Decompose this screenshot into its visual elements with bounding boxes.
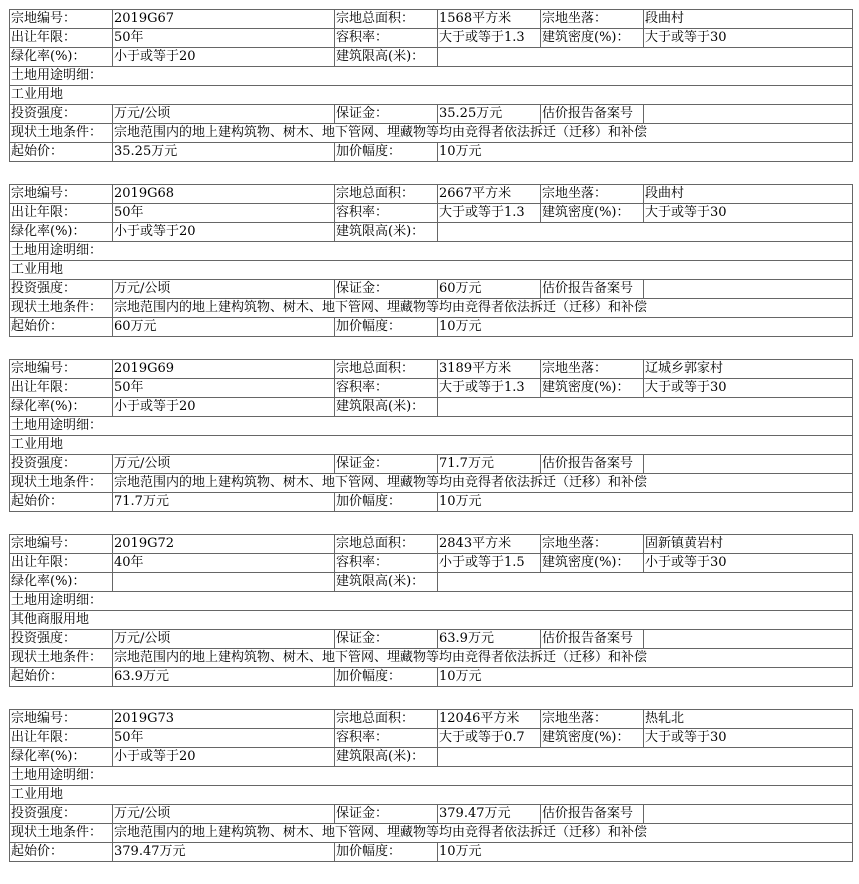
row-status: [10, 649, 853, 668]
parcel-no-value: 2019G68: [113, 185, 335, 204]
term-value: 50年: [113, 29, 335, 48]
land-use-value: 其他商服用地: [10, 611, 853, 630]
starting-price-label: 起始价：: [10, 843, 113, 862]
status-label: 现状土地条件：: [10, 474, 113, 493]
land-use-detail-label: 土地用途明细：: [10, 242, 853, 261]
location-value: 热轧北: [644, 710, 853, 729]
green-ratio-value: [113, 573, 335, 592]
building-density-value: 大于或等于30: [644, 729, 853, 748]
status-label: 现状土地条件：: [10, 124, 113, 143]
parcel-no-value: 2019G72: [113, 535, 335, 554]
height-limit-value: [438, 573, 853, 592]
row-term: [10, 29, 853, 48]
investment-intensity-unit: 万元/公顷: [113, 455, 335, 474]
plot-ratio-label: 容积率：: [335, 204, 438, 223]
land-use-value: 工业用地: [10, 786, 853, 805]
row-basic: [10, 535, 853, 554]
location-value: 固新镇黄岩村: [644, 535, 853, 554]
investment-intensity-label: 投资强度：: [10, 105, 113, 124]
parcel-no-value: 2019G73: [113, 710, 335, 729]
deposit-label: 保证金：: [335, 280, 438, 299]
term-label: 出让年限：: [10, 729, 113, 748]
green-ratio-label: 绿化率(%)：: [10, 223, 113, 242]
parcel-no-label: 宗地编号：: [10, 535, 113, 554]
increment-label: 加价幅度：: [335, 143, 438, 162]
starting-price-label: 起始价：: [10, 318, 113, 337]
row-price: [10, 318, 853, 337]
plot-ratio-value: 大于或等于1.3: [438, 379, 541, 398]
location-label: 宗地坐落：: [541, 360, 644, 379]
row-price: [10, 843, 853, 862]
appraisal-record-value: [644, 105, 853, 124]
investment-intensity-label: 投资强度：: [10, 805, 113, 824]
row-price: [10, 493, 853, 512]
investment-intensity-unit: 万元/公顷: [113, 630, 335, 649]
starting-price-label: 起始价：: [10, 143, 113, 162]
deposit-value: 379.47万元: [438, 805, 541, 824]
row-term: [10, 554, 853, 573]
total-area-value: 12046平方米: [438, 710, 541, 729]
height-limit-value: [438, 48, 853, 67]
parcel-no-label: 宗地编号：: [10, 360, 113, 379]
green-ratio-value: 小于或等于20: [113, 48, 335, 67]
row-basic: [10, 10, 853, 29]
row-land-use-value: [10, 611, 853, 630]
land-use-value: 工业用地: [10, 261, 853, 280]
term-value: 50年: [113, 729, 335, 748]
increment-value: 10万元: [438, 668, 853, 687]
land-use-detail-label: 土地用途明细：: [10, 767, 853, 786]
row-status: [10, 124, 853, 143]
plot-ratio-label: 容积率：: [335, 554, 438, 573]
status-value: 宗地范围内的地上建构筑物、树木、地下管网、埋藏物等均由竞得者依法拆迁（迁移）和补偿: [113, 124, 853, 143]
deposit-label: 保证金：: [335, 105, 438, 124]
term-value: 50年: [113, 379, 335, 398]
increment-label: 加价幅度：: [335, 493, 438, 512]
increment-label: 加价幅度：: [335, 843, 438, 862]
plot-ratio-label: 容积率：: [335, 729, 438, 748]
term-label: 出让年限：: [10, 204, 113, 223]
appraisal-record-label: 估价报告备案号: [541, 105, 644, 124]
deposit-value: 71.7万元: [438, 455, 541, 474]
parcel-no-label: 宗地编号：: [10, 710, 113, 729]
height-limit-label: 建筑限高(米)：: [335, 398, 438, 417]
appraisal-record-label: 估价报告备案号: [541, 630, 644, 649]
building-density-value: 大于或等于30: [644, 29, 853, 48]
investment-intensity-label: 投资强度：: [10, 280, 113, 299]
total-area-value: 2667平方米: [438, 185, 541, 204]
parcel-table: [9, 534, 853, 687]
parcel-no-label: 宗地编号：: [10, 185, 113, 204]
green-ratio-value: 小于或等于20: [113, 223, 335, 242]
building-density-value: 大于或等于30: [644, 379, 853, 398]
row-term: [10, 204, 853, 223]
increment-label: 加价幅度：: [335, 318, 438, 337]
parcel-table: [9, 359, 853, 512]
building-density-label: 建筑密度(%)：: [541, 379, 644, 398]
parcel-table: [9, 709, 853, 862]
starting-price-value: 60万元: [113, 318, 335, 337]
term-label: 出让年限：: [10, 29, 113, 48]
building-density-label: 建筑密度(%)：: [541, 29, 644, 48]
row-status: [10, 474, 853, 493]
row-price: [10, 668, 853, 687]
height-limit-value: [438, 748, 853, 767]
parcel-no-label: 宗地编号：: [10, 10, 113, 29]
investment-intensity-unit: 万元/公顷: [113, 805, 335, 824]
location-label: 宗地坐落：: [541, 185, 644, 204]
land-use-value: 工业用地: [10, 436, 853, 455]
row-investment: [10, 280, 853, 299]
row-investment: [10, 630, 853, 649]
parcel-table: [9, 184, 853, 337]
increment-label: 加价幅度：: [335, 668, 438, 687]
total-area-value: 3189平方米: [438, 360, 541, 379]
parcel-table: [9, 9, 853, 162]
height-limit-label: 建筑限高(米)：: [335, 573, 438, 592]
location-label: 宗地坐落：: [541, 10, 644, 29]
row-land-use-label: [10, 242, 853, 261]
row-land-use-value: [10, 86, 853, 105]
row-land-use-label: [10, 417, 853, 436]
row-green: [10, 573, 853, 592]
appraisal-record-value: [644, 455, 853, 474]
term-label: 出让年限：: [10, 554, 113, 573]
increment-value: 10万元: [438, 318, 853, 337]
term-label: 出让年限：: [10, 379, 113, 398]
total-area-label: 宗地总面积：: [335, 710, 438, 729]
status-value: 宗地范围内的地上建构筑物、树木、地下管网、埋藏物等均由竞得者依法拆迁（迁移）和补偿: [113, 299, 853, 318]
parcel-list: [9, 9, 852, 884]
row-land-use-label: [10, 592, 853, 611]
height-limit-label: 建筑限高(米)：: [335, 48, 438, 67]
parcel-no-value: 2019G69: [113, 360, 335, 379]
starting-price-label: 起始价：: [10, 493, 113, 512]
green-ratio-value: 小于或等于20: [113, 748, 335, 767]
plot-ratio-value: 大于或等于1.3: [438, 204, 541, 223]
appraisal-record-label: 估价报告备案号: [541, 805, 644, 824]
appraisal-record-value: [644, 630, 853, 649]
starting-price-value: 35.25万元: [113, 143, 335, 162]
location-value: 段曲村: [644, 10, 853, 29]
total-area-value: 2843平方米: [438, 535, 541, 554]
appraisal-record-label: 估价报告备案号: [541, 280, 644, 299]
green-ratio-label: 绿化率(%)：: [10, 748, 113, 767]
height-limit-value: [438, 223, 853, 242]
row-green: [10, 48, 853, 67]
height-limit-label: 建筑限高(米)：: [335, 748, 438, 767]
row-land-use-value: [10, 436, 853, 455]
location-label: 宗地坐落：: [541, 535, 644, 554]
building-density-label: 建筑密度(%)：: [541, 554, 644, 573]
deposit-label: 保证金：: [335, 630, 438, 649]
row-green: [10, 223, 853, 242]
starting-price-value: 63.9万元: [113, 668, 335, 687]
increment-value: 10万元: [438, 493, 853, 512]
row-price: [10, 143, 853, 162]
row-land-use-value: [10, 786, 853, 805]
row-term: [10, 379, 853, 398]
green-ratio-label: 绿化率(%)：: [10, 48, 113, 67]
building-density-value: 小于或等于30: [644, 554, 853, 573]
status-value: 宗地范围内的地上建构筑物、树木、地下管网、埋藏物等均由竞得者依法拆迁（迁移）和补偿: [113, 474, 853, 493]
status-label: 现状土地条件：: [10, 649, 113, 668]
height-limit-label: 建筑限高(米)：: [335, 223, 438, 242]
deposit-value: 63.9万元: [438, 630, 541, 649]
starting-price-value: 71.7万元: [113, 493, 335, 512]
status-label: 现状土地条件：: [10, 299, 113, 318]
row-investment: [10, 805, 853, 824]
increment-value: 10万元: [438, 843, 853, 862]
building-density-label: 建筑密度(%)：: [541, 729, 644, 748]
plot-ratio-value: 大于或等于1.3: [438, 29, 541, 48]
row-investment: [10, 105, 853, 124]
appraisal-record-value: [644, 280, 853, 299]
plot-ratio-value: 大于或等于0.7: [438, 729, 541, 748]
investment-intensity-label: 投资强度：: [10, 455, 113, 474]
total-area-label: 宗地总面积：: [335, 185, 438, 204]
deposit-value: 60万元: [438, 280, 541, 299]
deposit-label: 保证金：: [335, 805, 438, 824]
land-use-detail-label: 土地用途明细：: [10, 592, 853, 611]
building-density-value: 大于或等于30: [644, 204, 853, 223]
status-value: 宗地范围内的地上建构筑物、树木、地下管网、埋藏物等均由竞得者依法拆迁（迁移）和补偿: [113, 824, 853, 843]
total-area-label: 宗地总面积：: [335, 10, 438, 29]
investment-intensity-unit: 万元/公顷: [113, 280, 335, 299]
total-area-label: 宗地总面积：: [335, 535, 438, 554]
plot-ratio-label: 容积率：: [335, 29, 438, 48]
row-land-use-value: [10, 261, 853, 280]
location-label: 宗地坐落：: [541, 710, 644, 729]
row-basic: [10, 360, 853, 379]
building-density-label: 建筑密度(%)：: [541, 204, 644, 223]
row-land-use-label: [10, 67, 853, 86]
plot-ratio-value: 小于或等于1.5: [438, 554, 541, 573]
green-ratio-value: 小于或等于20: [113, 398, 335, 417]
land-use-detail-label: 土地用途明细：: [10, 67, 853, 86]
total-area-label: 宗地总面积：: [335, 360, 438, 379]
status-value: 宗地范围内的地上建构筑物、树木、地下管网、埋藏物等均由竞得者依法拆迁（迁移）和补偿: [113, 649, 853, 668]
appraisal-record-label: 估价报告备案号: [541, 455, 644, 474]
land-use-detail-label: 土地用途明细：: [10, 417, 853, 436]
row-status: [10, 824, 853, 843]
row-term: [10, 729, 853, 748]
deposit-value: 35.25万元: [438, 105, 541, 124]
status-label: 现状土地条件：: [10, 824, 113, 843]
row-investment: [10, 455, 853, 474]
row-status: [10, 299, 853, 318]
location-value: 段曲村: [644, 185, 853, 204]
row-basic: [10, 710, 853, 729]
term-value: 40年: [113, 554, 335, 573]
green-ratio-label: 绿化率(%)：: [10, 573, 113, 592]
starting-price-value: 379.47万元: [113, 843, 335, 862]
starting-price-label: 起始价：: [10, 668, 113, 687]
location-value: 辽城乡郭家村: [644, 360, 853, 379]
term-value: 50年: [113, 204, 335, 223]
investment-intensity-label: 投资强度：: [10, 630, 113, 649]
green-ratio-label: 绿化率(%)：: [10, 398, 113, 417]
parcel-no-value: 2019G67: [113, 10, 335, 29]
total-area-value: 1568平方米: [438, 10, 541, 29]
plot-ratio-label: 容积率：: [335, 379, 438, 398]
deposit-label: 保证金：: [335, 455, 438, 474]
land-use-value: 工业用地: [10, 86, 853, 105]
row-green: [10, 748, 853, 767]
increment-value: 10万元: [438, 143, 853, 162]
row-basic: [10, 185, 853, 204]
row-green: [10, 398, 853, 417]
height-limit-value: [438, 398, 853, 417]
investment-intensity-unit: 万元/公顷: [113, 105, 335, 124]
row-land-use-label: [10, 767, 853, 786]
appraisal-record-value: [644, 805, 853, 824]
